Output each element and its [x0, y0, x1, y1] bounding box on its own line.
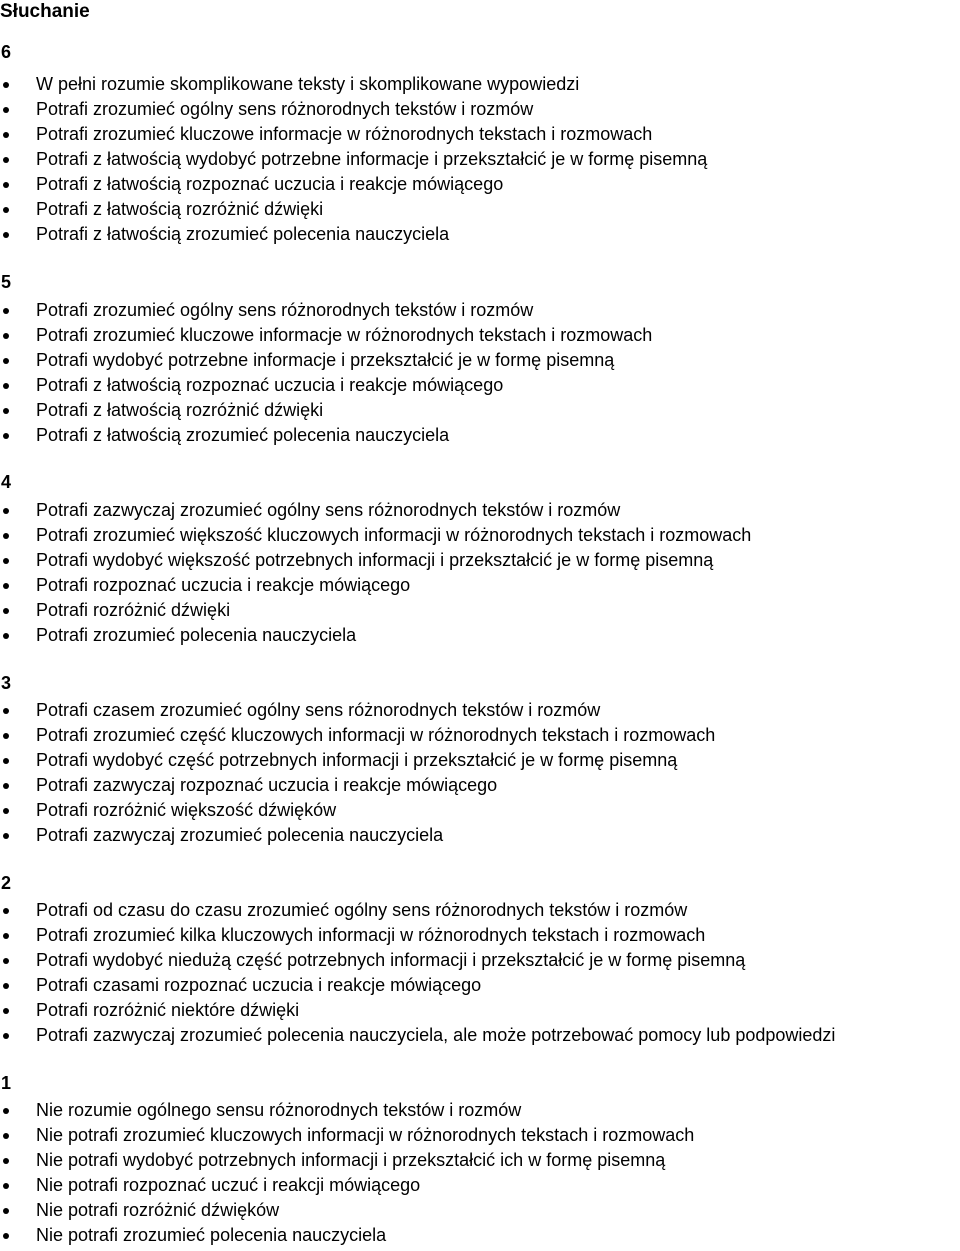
- bullet-icon: [3, 358, 9, 364]
- criterion-text: Potrafi zazwyczaj zrozumieć ogólny sens różnorodnych tekstów i rozmów: [36, 500, 621, 520]
- criterion-text: W pełni rozumie skomplikowane teksty i skomplikowane wypowiedzi: [36, 74, 580, 94]
- criterion-text: Nie potrafi zrozumieć polecenia nauczyciela: [36, 1225, 387, 1245]
- criterion-text: Potrafi wydobyć większość potrzebnych informacji i przekształcić je w formę pisemną: [36, 550, 714, 570]
- criterion-text: Potrafi z łatwością rozpoznać uczucia i reakcje mówiącego: [36, 174, 504, 194]
- bullet-icon: [3, 107, 9, 113]
- grade-heading: 4: [1, 472, 12, 492]
- bullet-icon: [3, 933, 9, 939]
- criterion-text: Potrafi zrozumieć większość kluczowych informacji w różnorodnych tekstach i rozmowach: [36, 525, 752, 545]
- criterion-text: Potrafi zrozumieć polecenia nauczyciela: [36, 625, 357, 645]
- criterion-text: Nie potrafi zrozumieć kluczowych informacji w różnorodnych tekstach i rozmowach: [36, 1125, 695, 1145]
- criterion-text: Potrafi z łatwością zrozumieć polecenia nauczyciela: [36, 224, 450, 244]
- bullet-icon: [3, 1133, 9, 1139]
- bullet-icon: [3, 333, 9, 339]
- criterion-text: Nie potrafi rozpoznać uczuć i reakcji mówiącego: [36, 1175, 421, 1195]
- criterion-text: Potrafi wydobyć część potrzebnych informacji i przekształcić je w formę pisemną: [36, 750, 678, 770]
- bullet-icon: [3, 608, 9, 614]
- bullet-icon: [3, 958, 9, 964]
- criterion-text: Potrafi z łatwością rozróżnić dźwięki: [36, 199, 324, 219]
- criterion-text: Potrafi czasem zrozumieć ogólny sens różnorodnych tekstów i rozmów: [36, 700, 601, 720]
- criterion-text: Potrafi z łatwością wydobyć potrzebne informacje i przekształcić je w formę pisemną: [36, 149, 708, 169]
- criterion-text: Potrafi rozróżnić dźwięki: [36, 600, 231, 620]
- bullet-icon: [3, 433, 9, 439]
- criterion-text: Potrafi zrozumieć ogólny sens różnorodnych tekstów i rozmów: [36, 300, 534, 320]
- bullet-icon: [3, 1208, 9, 1214]
- criterion-text: Potrafi zazwyczaj zrozumieć polecenia nauczyciela: [36, 825, 444, 845]
- bullet-icon: [3, 1183, 9, 1189]
- criterion-text: Potrafi rozróżnić niektóre dźwięki: [36, 1000, 300, 1020]
- bullet-icon: [3, 182, 9, 188]
- grade-heading: 1: [1, 1073, 12, 1093]
- criterion-text: Nie potrafi wydobyć potrzebnych informacji i przekształcić ich w formę pisemną: [36, 1150, 666, 1170]
- criterion-text: Potrafi z łatwością rozróżnić dźwięki: [36, 400, 324, 420]
- criterion-text: Potrafi zazwyczaj zrozumieć polecenia nauczyciela, ale może potrzebować pomocy lub podpowiedzi: [36, 1025, 836, 1045]
- bullet-icon: [3, 82, 9, 88]
- bullet-icon: [3, 1158, 9, 1164]
- grade-heading: 3: [1, 673, 12, 693]
- grade-heading: 2: [1, 873, 12, 893]
- bullet-icon: [3, 708, 9, 714]
- criterion-text: Potrafi od czasu do czasu zrozumieć ogólny sens różnorodnych tekstów i rozmów: [36, 900, 688, 920]
- criterion-text: Potrafi z łatwością zrozumieć polecenia nauczyciela: [36, 425, 450, 445]
- bullet-icon: [3, 1008, 9, 1014]
- criterion-text: Potrafi zrozumieć kluczowe informacje w różnorodnych tekstach i rozmowach: [36, 325, 653, 345]
- bullet-icon: [3, 383, 9, 389]
- bullet-icon: [3, 308, 9, 314]
- criterion-text: Potrafi zrozumieć kluczowe informacje w różnorodnych tekstach i rozmowach: [36, 124, 653, 144]
- bullet-icon: [3, 983, 9, 989]
- criterion-text: Nie potrafi rozróżnić dźwięków: [36, 1200, 280, 1220]
- bullet-icon: [3, 783, 9, 789]
- criterion-text: Potrafi rozpoznać uczucia i reakcje mówiącego: [36, 575, 411, 595]
- bullet-icon: [3, 558, 9, 564]
- grade-heading: 6: [1, 42, 12, 62]
- bullet-icon: [3, 508, 9, 514]
- bullet-icon: [3, 533, 9, 539]
- bullet-icon: [3, 633, 9, 639]
- grade-heading: 5: [1, 272, 12, 292]
- bullet-icon: [3, 908, 9, 914]
- criterion-text: Potrafi zazwyczaj rozpoznać uczucia i reakcje mówiącego: [36, 775, 498, 795]
- bullet-icon: [3, 207, 9, 213]
- bullet-icon: [3, 758, 9, 764]
- bullet-icon: [3, 833, 9, 839]
- bullet-icon: [3, 1033, 9, 1039]
- criterion-text: Potrafi zrozumieć część kluczowych informacji w różnorodnych tekstach i rozmowach: [36, 725, 716, 745]
- criterion-text: Potrafi wydobyć potrzebne informacje i przekształcić je w formę pisemną: [36, 350, 615, 370]
- document-title: Słuchanie: [0, 1, 90, 22]
- bullet-icon: [3, 583, 9, 589]
- bullet-icon: [3, 808, 9, 814]
- bullet-icon: [3, 408, 9, 414]
- criterion-text: Potrafi rozróżnić większość dźwięków: [36, 800, 337, 820]
- criterion-text: Potrafi czasami rozpoznać uczucia i reakcje mówiącego: [36, 975, 482, 995]
- criterion-text: Nie rozumie ogólnego sensu różnorodnych tekstów i rozmów: [36, 1100, 522, 1120]
- bullet-icon: [3, 132, 9, 138]
- criterion-text: Potrafi wydobyć niedużą część potrzebnych informacji i przekształcić je w formę pisemną: [36, 950, 746, 970]
- bullet-icon: [3, 733, 9, 739]
- criterion-text: Potrafi zrozumieć ogólny sens różnorodnych tekstów i rozmów: [36, 99, 534, 119]
- bullet-icon: [3, 232, 9, 238]
- bullet-icon: [3, 1233, 9, 1239]
- bullet-icon: [3, 1108, 9, 1114]
- bullet-icon: [3, 157, 9, 163]
- criterion-text: Potrafi zrozumieć kilka kluczowych informacji w różnorodnych tekstach i rozmowach: [36, 925, 706, 945]
- criterion-text: Potrafi z łatwością rozpoznać uczucia i reakcje mówiącego: [36, 375, 504, 395]
